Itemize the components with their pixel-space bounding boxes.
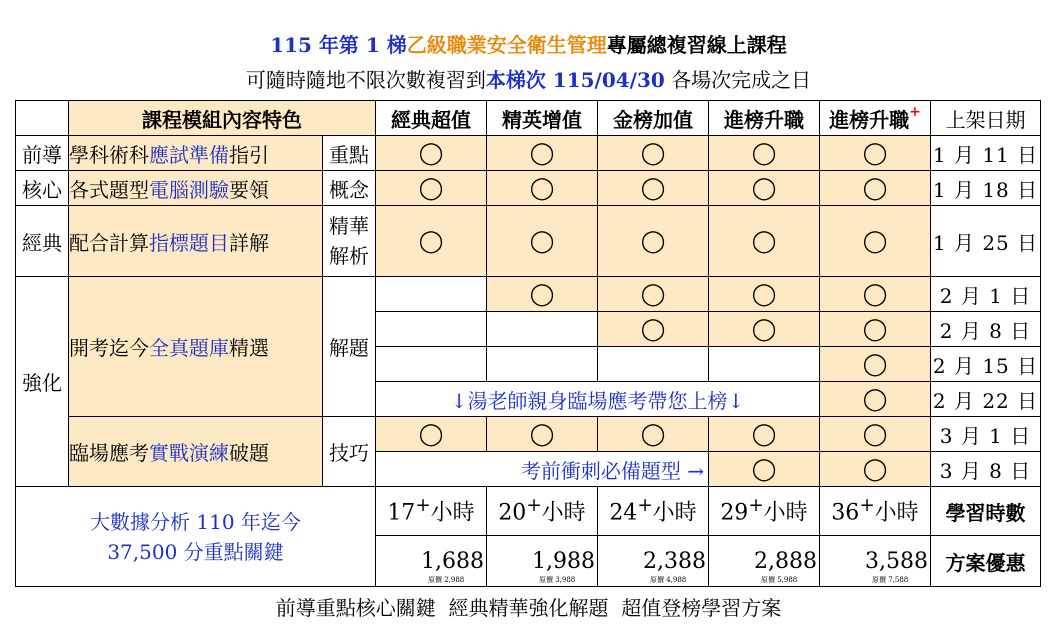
circle-mark: ◯ [598, 277, 709, 312]
circle-mark: ◯ [709, 171, 820, 206]
study-hours: 24+小時 [598, 487, 709, 536]
release-date: 3 月 8 日 [931, 452, 1041, 487]
content-cell: 臨場應考實戰演練破題 [69, 417, 323, 487]
release-date: 2 月 22 日 [931, 382, 1041, 417]
plan-price: 1,988 原價 3,988 [487, 536, 598, 587]
release-date: 2 月 8 日 [931, 312, 1041, 347]
content-cell: 各式題型電腦測驗要領 [69, 171, 323, 206]
page-title [0, 32, 1057, 58]
release-date: 1 月 18 日 [931, 171, 1041, 206]
circle-mark: ◯ [709, 136, 820, 171]
plan-price: 1,688 原價 2,988 [376, 536, 487, 587]
circle-mark: ◯ [598, 171, 709, 206]
plan-price: 3,588 原價 7,588 [820, 536, 931, 587]
release-date: 2 月 15 日 [931, 347, 1041, 382]
circle-mark: ◯ [820, 417, 931, 452]
content-cell: 配合計算指標題目詳解 [69, 206, 323, 277]
tag-cell: 概念 [323, 171, 376, 206]
study-hours: 17+小時 [376, 487, 487, 536]
circle-mark: ◯ [820, 136, 931, 171]
tag-cell: 技巧 [323, 417, 376, 487]
tag-cell: 解題 [323, 277, 376, 417]
circle-mark: ◯ [598, 417, 709, 452]
sprint-note: 考前衝刺必備題型 → [376, 452, 709, 487]
content-cell: 學科術科應試準備指引 [69, 136, 323, 171]
original-price: 原價 5,988 [761, 576, 798, 584]
original-price: 原價 4,988 [650, 576, 687, 584]
original-price: 原價 7,588 [872, 576, 909, 584]
original-price: 原價 3,988 [539, 576, 576, 584]
circle-mark: ◯ [820, 277, 931, 312]
circle-mark: ◯ [376, 171, 487, 206]
category-label: 前導 [16, 136, 69, 171]
category-label: 核心 [16, 171, 69, 206]
title-part-1: 115 年第 1 梯 [270, 33, 407, 57]
circle-mark: ◯ [709, 312, 820, 347]
row-core [16, 171, 1041, 206]
release-date: 3 月 1 日 [931, 417, 1041, 452]
teacher-note: ↓湯老師親身臨場應考帶您上榜↓ [376, 382, 820, 417]
row-practice-1 [16, 417, 1041, 452]
study-hours: 29+小時 [709, 487, 820, 536]
content-cell: 開考迄今全真題庫精選 [69, 277, 323, 417]
circle-mark: ◯ [487, 206, 598, 277]
circle-mark: ◯ [709, 206, 820, 277]
tag-cell: 精華 解析 [323, 206, 376, 277]
row-intro [16, 136, 1041, 171]
circle-mark: ◯ [820, 312, 931, 347]
circle-mark: ◯ [598, 312, 709, 347]
subtitle-part-2: 本梯次 115/04/30 [485, 68, 665, 92]
category-label: 強化 [16, 277, 69, 487]
plus-mark: + [909, 103, 921, 120]
category-label: 經典 [16, 206, 69, 277]
circle-mark: ◯ [820, 347, 931, 382]
circle-mark: ◯ [376, 136, 487, 171]
circle-mark: ◯ [709, 452, 820, 487]
circle-mark: ◯ [487, 277, 598, 312]
header-plan-3: 金榜加值 [598, 101, 709, 136]
title-part-2: 乙級職業安全衛生管理 [406, 33, 607, 57]
circle-mark: ◯ [709, 277, 820, 312]
circle-mark: ◯ [487, 417, 598, 452]
original-price: 原價 2,988 [428, 576, 465, 584]
row-hours [16, 487, 1041, 536]
circle-mark: ◯ [709, 417, 820, 452]
bigdata-note: 大數據分析 110 年迄今 37,500 分重點關鍵 [16, 487, 376, 587]
tag-cell: 重點 [323, 136, 376, 171]
header-content: 課程模組內容特色 [69, 101, 376, 136]
plan-price: 2,388 原價 4,988 [598, 536, 709, 587]
header-plan-2: 精英增值 [487, 101, 598, 136]
row-strengthen-1 [16, 277, 1041, 312]
hours-label: 學習時數 [931, 487, 1041, 536]
plan-price: 2,888 原價 5,988 [709, 536, 820, 587]
circle-mark: ◯ [598, 136, 709, 171]
circle-mark: ◯ [820, 171, 931, 206]
circle-mark: ◯ [820, 382, 931, 417]
header-plan-5: 進榜升職+ [820, 101, 931, 136]
release-date: 2 月 1 日 [931, 277, 1041, 312]
footer-slogan: 前導重點核心關鍵 經典精華強化解題 超值登榜學習方案 [275, 596, 782, 620]
header-row [16, 101, 1041, 136]
study-hours: 36+小時 [820, 487, 931, 536]
header-date: 上架日期 [931, 101, 1041, 136]
row-classic [16, 206, 1041, 277]
circle-mark: ◯ [820, 206, 931, 277]
circle-mark: ◯ [598, 206, 709, 277]
circle-mark: ◯ [376, 206, 487, 277]
subtitle-part-3: 各場次完成之日 [671, 68, 812, 92]
course-table [15, 100, 1041, 587]
subtitle-part-1: 可隨時隨地不限次數複習到 [245, 68, 486, 92]
study-hours: 20+小時 [487, 487, 598, 536]
circle-mark: ◯ [820, 452, 931, 487]
circle-mark: ◯ [376, 417, 487, 452]
release-date: 1 月 25 日 [931, 206, 1041, 277]
title-part-3: 專屬總複習線上課程 [606, 33, 787, 57]
page-subtitle [0, 66, 1057, 94]
header-plan-4: 進榜升職 [709, 101, 820, 136]
release-date: 1 月 11 日 [931, 136, 1041, 171]
circle-mark: ◯ [487, 171, 598, 206]
price-label: 方案優惠 [931, 536, 1041, 587]
header-plan-1: 經典超值 [376, 101, 487, 136]
circle-mark: ◯ [487, 136, 598, 171]
